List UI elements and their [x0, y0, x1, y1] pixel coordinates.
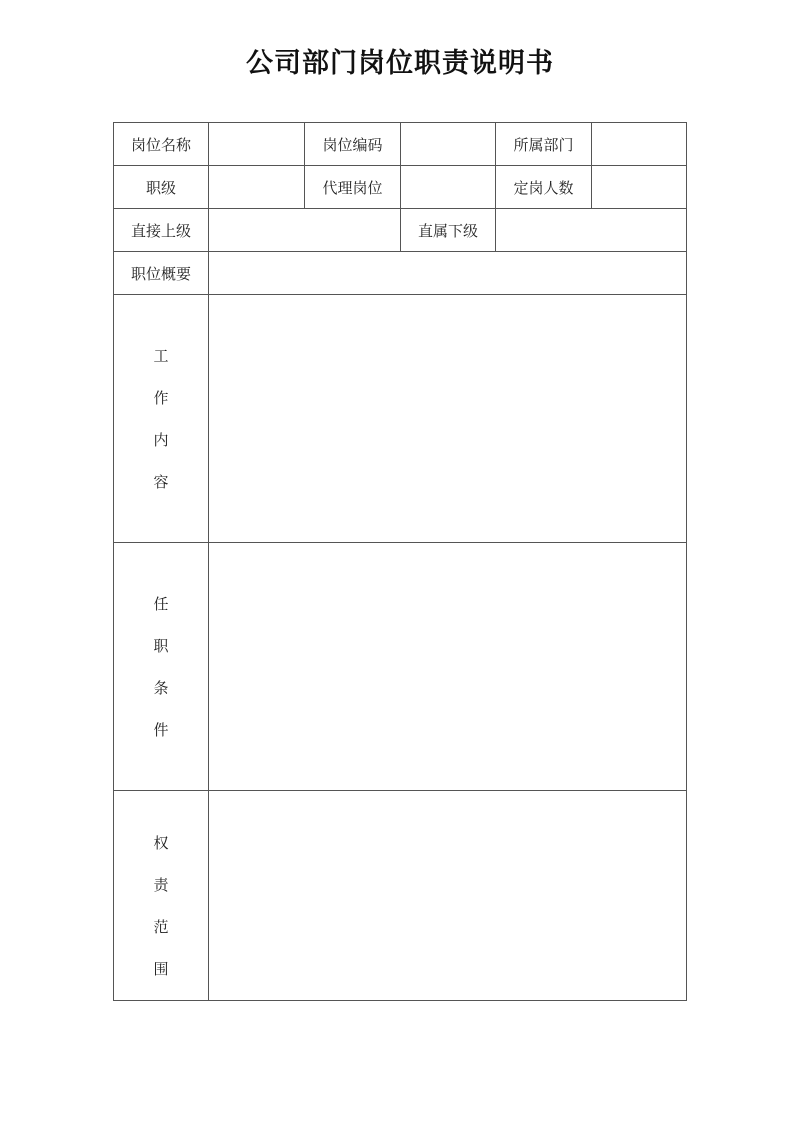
- field-position-name[interactable]: [209, 123, 305, 166]
- label-work-content: [114, 295, 209, 543]
- label-deputy-position: 代理岗位: [305, 166, 401, 209]
- label-char: 权: [153, 833, 169, 852]
- label-direct-subordinate: 直属下级: [401, 209, 496, 252]
- label-authority-scope: [114, 791, 209, 1001]
- label-department: 所属部门: [496, 123, 592, 166]
- table-row-basic-info: [114, 123, 687, 166]
- label-char: 容: [153, 472, 169, 491]
- field-work-content[interactable]: [209, 295, 687, 543]
- label-position-name: 岗位名称: [114, 123, 209, 166]
- table-row-grade: [114, 166, 687, 209]
- label-char: 任: [153, 594, 169, 613]
- field-headcount[interactable]: [592, 166, 687, 209]
- field-position-code[interactable]: [401, 123, 496, 166]
- document-title: 公司部门岗位职责说明书: [246, 48, 554, 79]
- label-position-code: 岗位编码: [305, 123, 401, 166]
- label-job-summary: 职位概要: [114, 252, 209, 295]
- field-department[interactable]: [592, 123, 687, 166]
- table-row-qualifications: [114, 543, 687, 791]
- label-headcount: 定岗人数: [496, 166, 592, 209]
- label-char: 内: [153, 430, 169, 449]
- field-direct-subordinate[interactable]: [496, 209, 687, 252]
- label-char: 围: [153, 959, 169, 978]
- field-deputy-position[interactable]: [401, 166, 496, 209]
- field-grade[interactable]: [209, 166, 305, 209]
- field-job-summary[interactable]: [209, 252, 687, 295]
- label-char: 条: [153, 678, 169, 697]
- job-description-table: [113, 122, 687, 1001]
- table-row-work-content: [114, 295, 687, 543]
- field-authority-scope[interactable]: [209, 791, 687, 1001]
- table-row-summary: [114, 252, 687, 295]
- label-char: 责: [153, 875, 169, 894]
- label-char: 作: [153, 388, 169, 407]
- field-direct-superior[interactable]: [209, 209, 401, 252]
- label-direct-superior: 直接上级: [114, 209, 209, 252]
- label-char: 件: [153, 720, 169, 739]
- label-grade: 职级: [114, 166, 209, 209]
- field-qualifications[interactable]: [209, 543, 687, 791]
- table-row-reporting: [114, 209, 687, 252]
- label-char: 职: [153, 636, 169, 655]
- label-qualifications: [114, 543, 209, 791]
- label-char: 工: [153, 346, 169, 365]
- label-char: 范: [153, 917, 169, 936]
- table-row-authority: [114, 791, 687, 1001]
